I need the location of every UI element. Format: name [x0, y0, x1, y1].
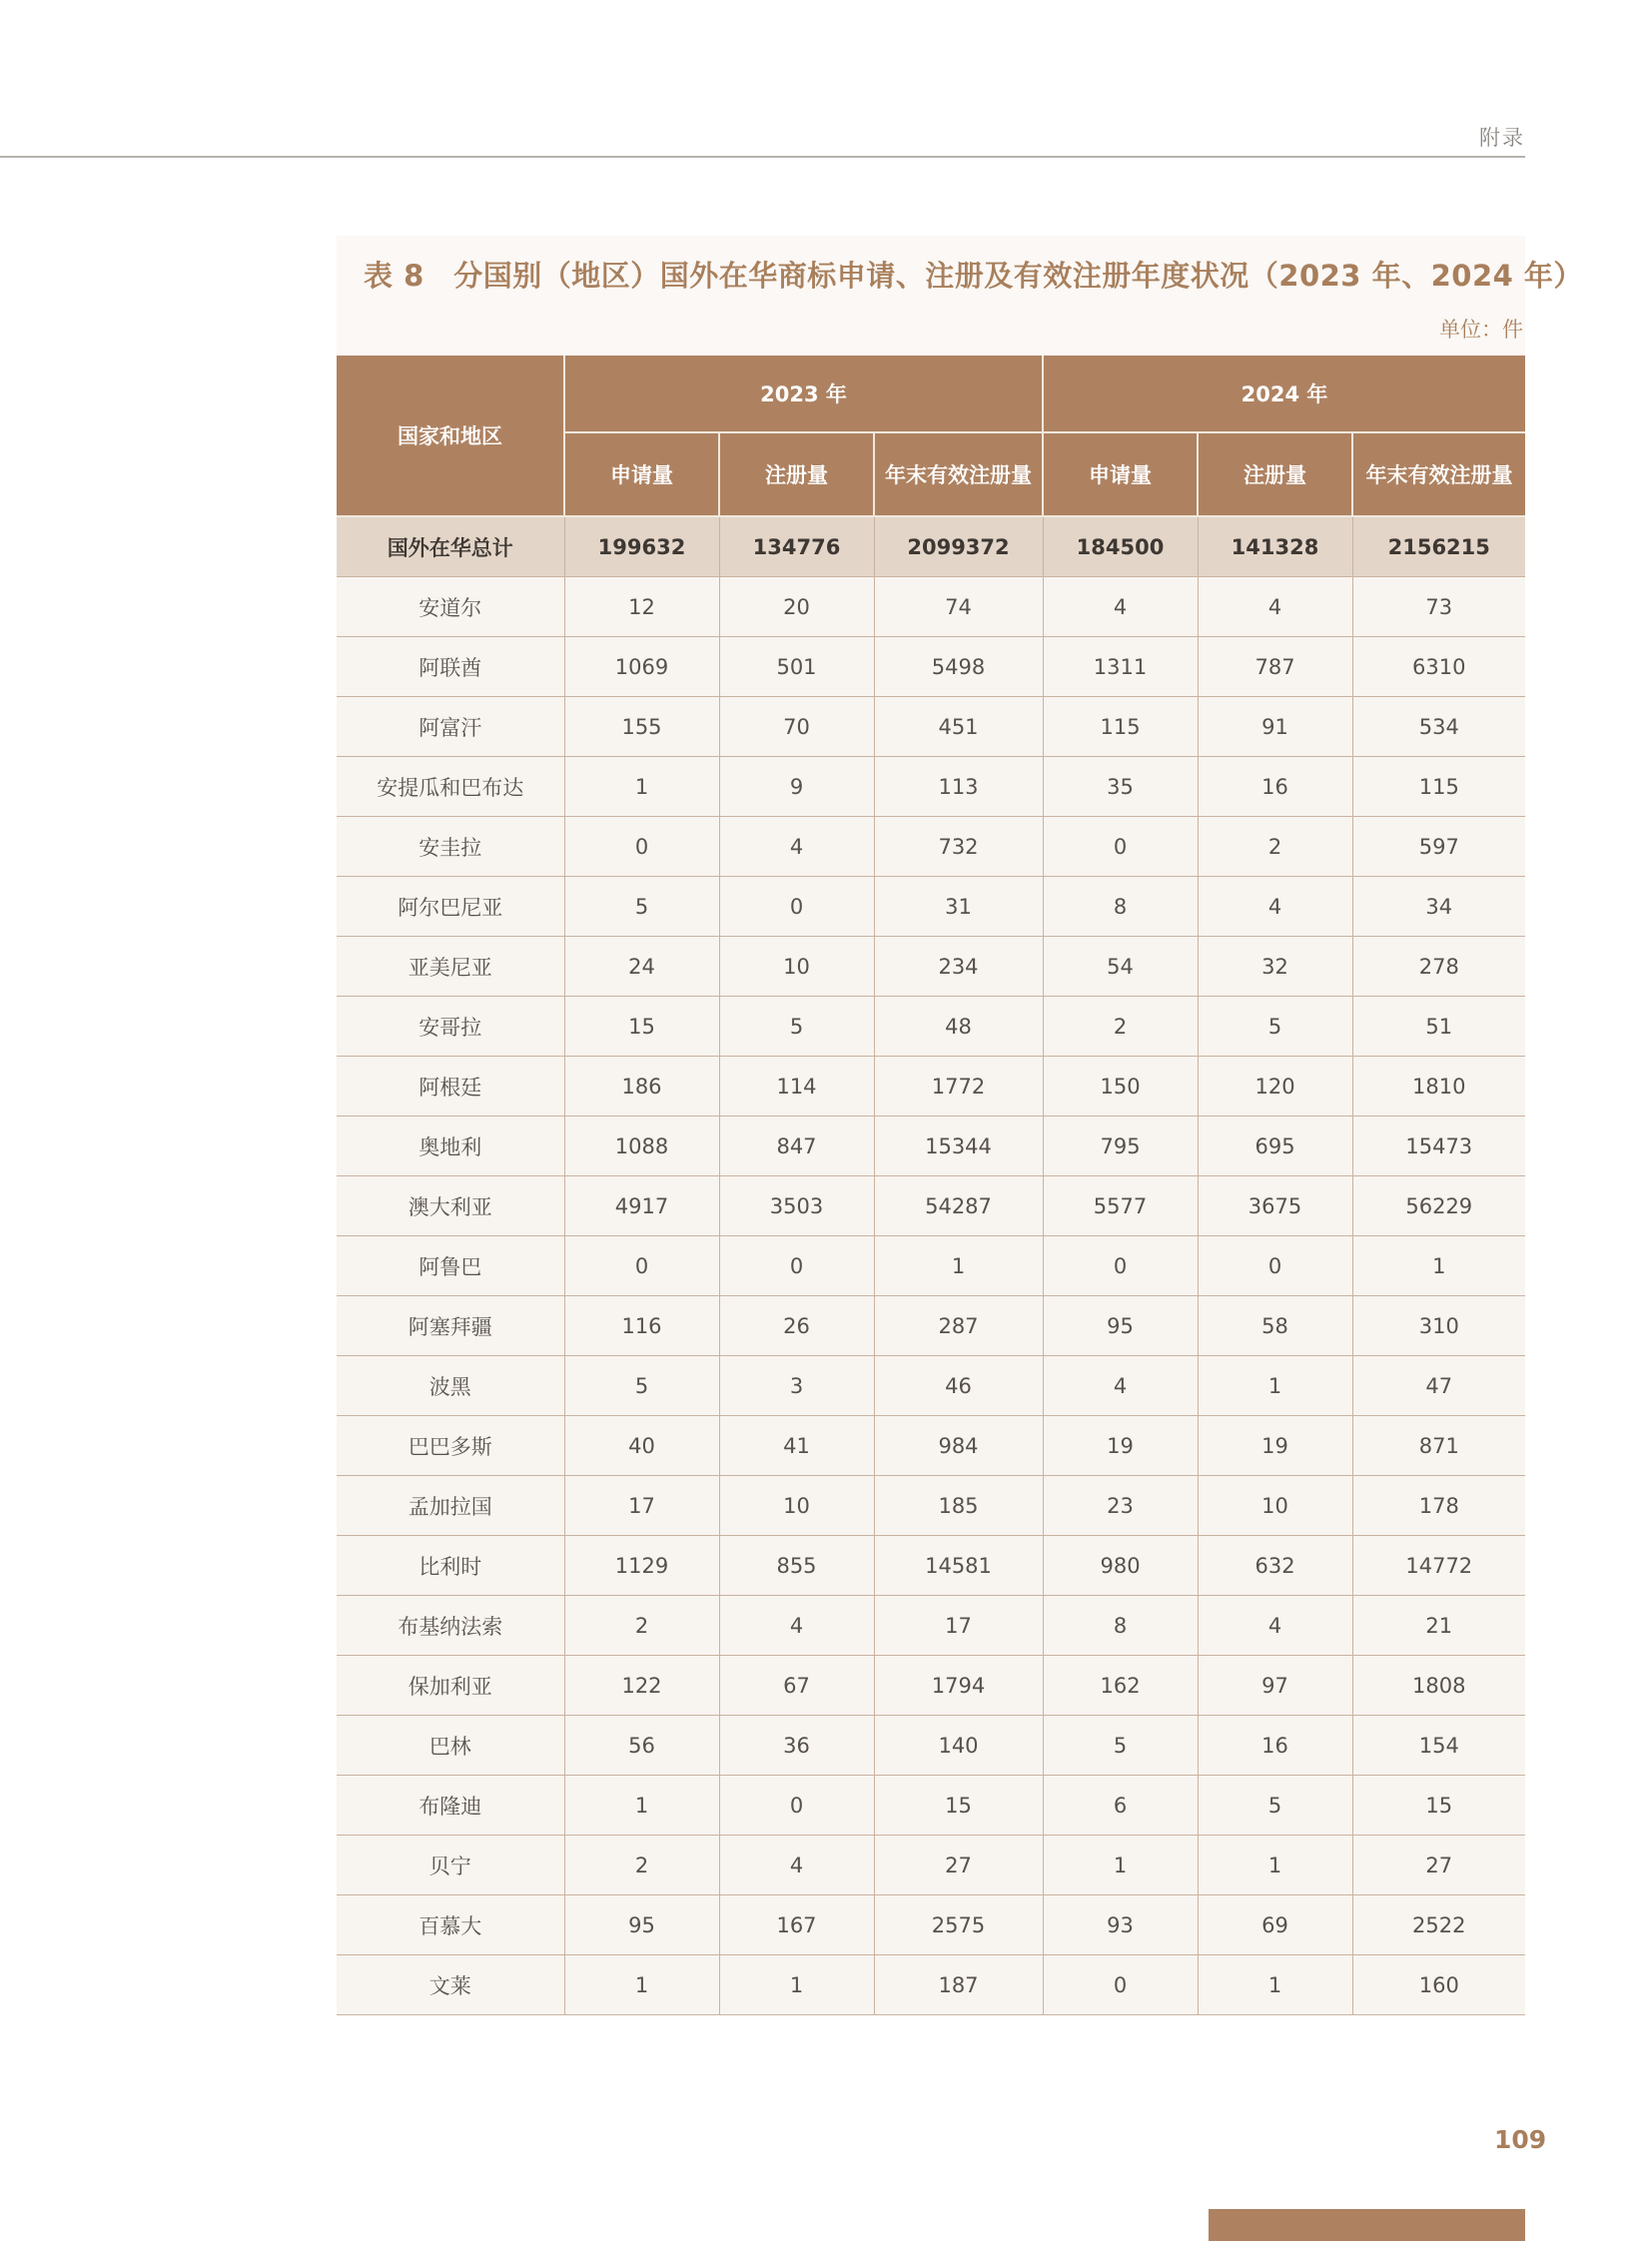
- table-cell: 17: [874, 1596, 1043, 1656]
- table-cell: 1: [564, 1955, 719, 2015]
- table-cell: 15: [564, 997, 719, 1057]
- table-cell: 185: [874, 1476, 1043, 1536]
- country-name: 保加利亚: [337, 1656, 564, 1716]
- table-row: [337, 1955, 1525, 2015]
- total-cell: 2156215: [1352, 516, 1525, 577]
- country-name: 比利时: [337, 1536, 564, 1596]
- table-cell: 1: [1043, 1836, 1198, 1895]
- table-cell: 27: [1352, 1836, 1525, 1895]
- table-cell: 95: [1043, 1296, 1198, 1356]
- total-row: [337, 516, 1525, 577]
- table-cell: 187: [874, 1955, 1043, 2015]
- table-cell: 116: [564, 1296, 719, 1356]
- table-cell: 534: [1352, 697, 1525, 757]
- table-row: [337, 697, 1525, 757]
- country-name: 澳大利亚: [337, 1176, 564, 1236]
- table-cell: 6310: [1352, 637, 1525, 697]
- country-name: 安哥拉: [337, 997, 564, 1057]
- data-table: [337, 356, 1525, 2015]
- table-cell: 0: [719, 877, 874, 937]
- table-cell: 21: [1352, 1596, 1525, 1656]
- table-row: [337, 577, 1525, 637]
- total-cell: 141328: [1198, 516, 1352, 577]
- table-cell: 15473: [1352, 1117, 1525, 1176]
- table-cell: 1: [719, 1955, 874, 2015]
- table-cell: 178: [1352, 1476, 1525, 1536]
- table-cell: 4: [719, 817, 874, 877]
- table-cell: 1088: [564, 1117, 719, 1176]
- total-cell: 184500: [1043, 516, 1198, 577]
- country-name: 阿联酋: [337, 637, 564, 697]
- header-applications-2024: 申请量: [1043, 432, 1198, 516]
- table-cell: 24: [564, 937, 719, 997]
- table-cell: 2: [1198, 817, 1352, 877]
- table-cell: 695: [1198, 1117, 1352, 1176]
- table-cell: 5: [719, 997, 874, 1057]
- table-cell: 23: [1043, 1476, 1198, 1536]
- table-cell: 984: [874, 1416, 1043, 1476]
- country-name: 波黑: [337, 1356, 564, 1416]
- table-cell: 32: [1198, 937, 1352, 997]
- header-registrations-2024: 注册量: [1198, 432, 1352, 516]
- table-cell: 56229: [1352, 1176, 1525, 1236]
- table-row: [337, 757, 1525, 817]
- table-cell: 1772: [874, 1057, 1043, 1117]
- country-name: 亚美尼亚: [337, 937, 564, 997]
- country-name: 巴巴多斯: [337, 1416, 564, 1476]
- table-body: [337, 516, 1525, 2015]
- table-row: [337, 1296, 1525, 1356]
- table-cell: 2522: [1352, 1895, 1525, 1955]
- table-cell: 186: [564, 1057, 719, 1117]
- table-cell: 155: [564, 697, 719, 757]
- table-row: [337, 997, 1525, 1057]
- table-row: [337, 817, 1525, 877]
- table-cell: 113: [874, 757, 1043, 817]
- footer-bar: [1209, 2209, 1525, 2241]
- table-cell: 35: [1043, 757, 1198, 817]
- table-cell: 0: [564, 1236, 719, 1296]
- table-cell: 3: [719, 1356, 874, 1416]
- table-cell: 847: [719, 1117, 874, 1176]
- table-cell: 19: [1043, 1416, 1198, 1476]
- table-cell: 732: [874, 817, 1043, 877]
- table-cell: 871: [1352, 1416, 1525, 1476]
- table-row: [337, 1356, 1525, 1416]
- table-cell: 5498: [874, 637, 1043, 697]
- table-cell: 15344: [874, 1117, 1043, 1176]
- table-row: [337, 1536, 1525, 1596]
- table-cell: 15: [874, 1776, 1043, 1836]
- table-cell: 9: [719, 757, 874, 817]
- table-cell: 120: [1198, 1057, 1352, 1117]
- country-name: 布隆迪: [337, 1776, 564, 1836]
- total-label: 国外在华总计: [337, 516, 564, 577]
- table-cell: 10: [719, 1476, 874, 1536]
- table-cell: 278: [1352, 937, 1525, 997]
- table-cell: 4: [1198, 577, 1352, 637]
- table-cell: 70: [719, 697, 874, 757]
- table-cell: 980: [1043, 1536, 1198, 1596]
- table-row: [337, 1656, 1525, 1716]
- country-name: 阿鲁巴: [337, 1236, 564, 1296]
- table-cell: 73: [1352, 577, 1525, 637]
- table-cell: 36: [719, 1716, 874, 1776]
- page-number: 109: [1494, 2125, 1547, 2154]
- table-cell: 4: [1043, 1356, 1198, 1416]
- table-cell: 40: [564, 1416, 719, 1476]
- header-valid-2023: 年末有效注册量: [874, 432, 1043, 516]
- table-cell: 115: [1352, 757, 1525, 817]
- header-valid-2024: 年末有效注册量: [1352, 432, 1525, 516]
- table-cell: 2: [564, 1836, 719, 1895]
- country-name: 安道尔: [337, 577, 564, 637]
- country-name: 布基纳法索: [337, 1596, 564, 1656]
- table-cell: 140: [874, 1716, 1043, 1776]
- unit-label: 单位：件: [1439, 318, 1523, 342]
- table-cell: 74: [874, 577, 1043, 637]
- table-cell: 501: [719, 637, 874, 697]
- table-cell: 12: [564, 577, 719, 637]
- section-header: 附录: [1479, 126, 1525, 150]
- header-row-years: [337, 356, 1525, 432]
- table-cell: 1: [564, 1776, 719, 1836]
- table-cell: 4: [719, 1836, 874, 1895]
- table-cell: 10: [1198, 1476, 1352, 1536]
- table-row: [337, 877, 1525, 937]
- table-cell: 3503: [719, 1176, 874, 1236]
- country-name: 阿塞拜疆: [337, 1296, 564, 1356]
- table-cell: 122: [564, 1656, 719, 1716]
- table-cell: 114: [719, 1057, 874, 1117]
- table-cell: 2: [1043, 997, 1198, 1057]
- table-cell: 97: [1198, 1656, 1352, 1716]
- table-row: [337, 1836, 1525, 1895]
- table-cell: 234: [874, 937, 1043, 997]
- country-name: 奥地利: [337, 1117, 564, 1176]
- table-cell: 3675: [1198, 1176, 1352, 1236]
- table-panel: [337, 236, 1583, 1998]
- table-cell: 48: [874, 997, 1043, 1057]
- country-name: 阿根廷: [337, 1057, 564, 1117]
- header-year-2024: 2024 年: [1043, 356, 1525, 432]
- table-cell: 26: [719, 1296, 874, 1356]
- table-cell: 0: [719, 1236, 874, 1296]
- table-cell: 310: [1352, 1296, 1525, 1356]
- table-cell: 1810: [1352, 1057, 1525, 1117]
- table-cell: 0: [564, 817, 719, 877]
- table-cell: 0: [1043, 1236, 1198, 1296]
- table-cell: 1: [874, 1236, 1043, 1296]
- table-cell: 5: [1198, 997, 1352, 1057]
- table-row: [337, 1716, 1525, 1776]
- table-row: [337, 1596, 1525, 1656]
- table-cell: 19: [1198, 1416, 1352, 1476]
- table-cell: 787: [1198, 637, 1352, 697]
- country-name: 阿尔巴尼亚: [337, 877, 564, 937]
- table-cell: 0: [1043, 1955, 1198, 2015]
- table-cell: 8: [1043, 1596, 1198, 1656]
- table-cell: 795: [1043, 1117, 1198, 1176]
- table-cell: 91: [1198, 697, 1352, 757]
- table-row: [337, 1176, 1525, 1236]
- table-cell: 47: [1352, 1356, 1525, 1416]
- table-cell: 1: [1198, 1356, 1352, 1416]
- table-cell: 0: [719, 1776, 874, 1836]
- table-cell: 4: [1198, 877, 1352, 937]
- header-country: 国家和地区: [337, 356, 564, 516]
- table-cell: 115: [1043, 697, 1198, 757]
- table-cell: 6: [1043, 1776, 1198, 1836]
- table-cell: 20: [719, 577, 874, 637]
- table-cell: 1808: [1352, 1656, 1525, 1716]
- table-cell: 54: [1043, 937, 1198, 997]
- table-row: [337, 1895, 1525, 1955]
- table-cell: 17: [564, 1476, 719, 1536]
- total-cell: 199632: [564, 516, 719, 577]
- table-cell: 1: [1198, 1955, 1352, 2015]
- header-divider: [0, 156, 1525, 158]
- title-area: [337, 236, 1583, 356]
- table-cell: 4: [1043, 577, 1198, 637]
- header-registrations-2023: 注册量: [719, 432, 874, 516]
- table-cell: 1: [564, 757, 719, 817]
- total-cell: 2099372: [874, 516, 1043, 577]
- table-cell: 1311: [1043, 637, 1198, 697]
- country-name: 安提瓜和巴布达: [337, 757, 564, 817]
- table-cell: 8: [1043, 877, 1198, 937]
- table-cell: 14581: [874, 1536, 1043, 1596]
- table-row: [337, 1236, 1525, 1296]
- country-name: 贝宁: [337, 1836, 564, 1895]
- table-cell: 855: [719, 1536, 874, 1596]
- table-cell: 10: [719, 937, 874, 997]
- table-cell: 58: [1198, 1296, 1352, 1356]
- table-cell: 67: [719, 1656, 874, 1716]
- table-cell: 95: [564, 1895, 719, 1955]
- table-cell: 5: [1043, 1716, 1198, 1776]
- table-cell: 27: [874, 1836, 1043, 1895]
- table-cell: 2: [564, 1596, 719, 1656]
- table-cell: 162: [1043, 1656, 1198, 1716]
- country-name: 孟加拉国: [337, 1476, 564, 1536]
- table-cell: 16: [1198, 757, 1352, 817]
- table-cell: 4917: [564, 1176, 719, 1236]
- table-cell: 167: [719, 1895, 874, 1955]
- table-cell: 2575: [874, 1895, 1043, 1955]
- table-cell: 15: [1352, 1776, 1525, 1836]
- header-year-2023: 2023 年: [564, 356, 1043, 432]
- country-name: 安圭拉: [337, 817, 564, 877]
- table-cell: 1129: [564, 1536, 719, 1596]
- country-name: 巴林: [337, 1716, 564, 1776]
- table-cell: 632: [1198, 1536, 1352, 1596]
- country-name: 文莱: [337, 1955, 564, 2015]
- table-row: [337, 937, 1525, 997]
- table-cell: 5: [1198, 1776, 1352, 1836]
- table-row: [337, 1117, 1525, 1176]
- table-row: [337, 1476, 1525, 1536]
- table-cell: 1794: [874, 1656, 1043, 1716]
- table-cell: 597: [1352, 817, 1525, 877]
- table-cell: 4: [719, 1596, 874, 1656]
- table-cell: 56: [564, 1716, 719, 1776]
- table-title: 表 8 分国别（地区）国外在华商标申请、注册及有效注册年度状况（2023 年、2024 年）: [364, 259, 1583, 293]
- table-cell: 160: [1352, 1955, 1525, 2015]
- table-row: [337, 1057, 1525, 1117]
- table-cell: 451: [874, 697, 1043, 757]
- table-cell: 34: [1352, 877, 1525, 937]
- table-row: [337, 637, 1525, 697]
- table-cell: 69: [1198, 1895, 1352, 1955]
- table-cell: 93: [1043, 1895, 1198, 1955]
- table-cell: 46: [874, 1356, 1043, 1416]
- table-cell: 5: [564, 1356, 719, 1416]
- table-cell: 0: [1043, 817, 1198, 877]
- country-name: 百慕大: [337, 1895, 564, 1955]
- table-cell: 1: [1198, 1836, 1352, 1895]
- table-row: [337, 1776, 1525, 1836]
- table-cell: 154: [1352, 1716, 1525, 1776]
- table-cell: 41: [719, 1416, 874, 1476]
- table-cell: 4: [1198, 1596, 1352, 1656]
- table-cell: 1069: [564, 637, 719, 697]
- table-row: [337, 1416, 1525, 1476]
- table-cell: 150: [1043, 1057, 1198, 1117]
- table-cell: 287: [874, 1296, 1043, 1356]
- table-cell: 51: [1352, 997, 1525, 1057]
- table-cell: 5577: [1043, 1176, 1198, 1236]
- table-cell: 31: [874, 877, 1043, 937]
- country-name: 阿富汗: [337, 697, 564, 757]
- table-cell: 16: [1198, 1716, 1352, 1776]
- total-cell: 134776: [719, 516, 874, 577]
- table-cell: 54287: [874, 1176, 1043, 1236]
- table-cell: 0: [1198, 1236, 1352, 1296]
- table-cell: 14772: [1352, 1536, 1525, 1596]
- table-cell: 1: [1352, 1236, 1525, 1296]
- table-cell: 5: [564, 877, 719, 937]
- header-applications-2023: 申请量: [564, 432, 719, 516]
